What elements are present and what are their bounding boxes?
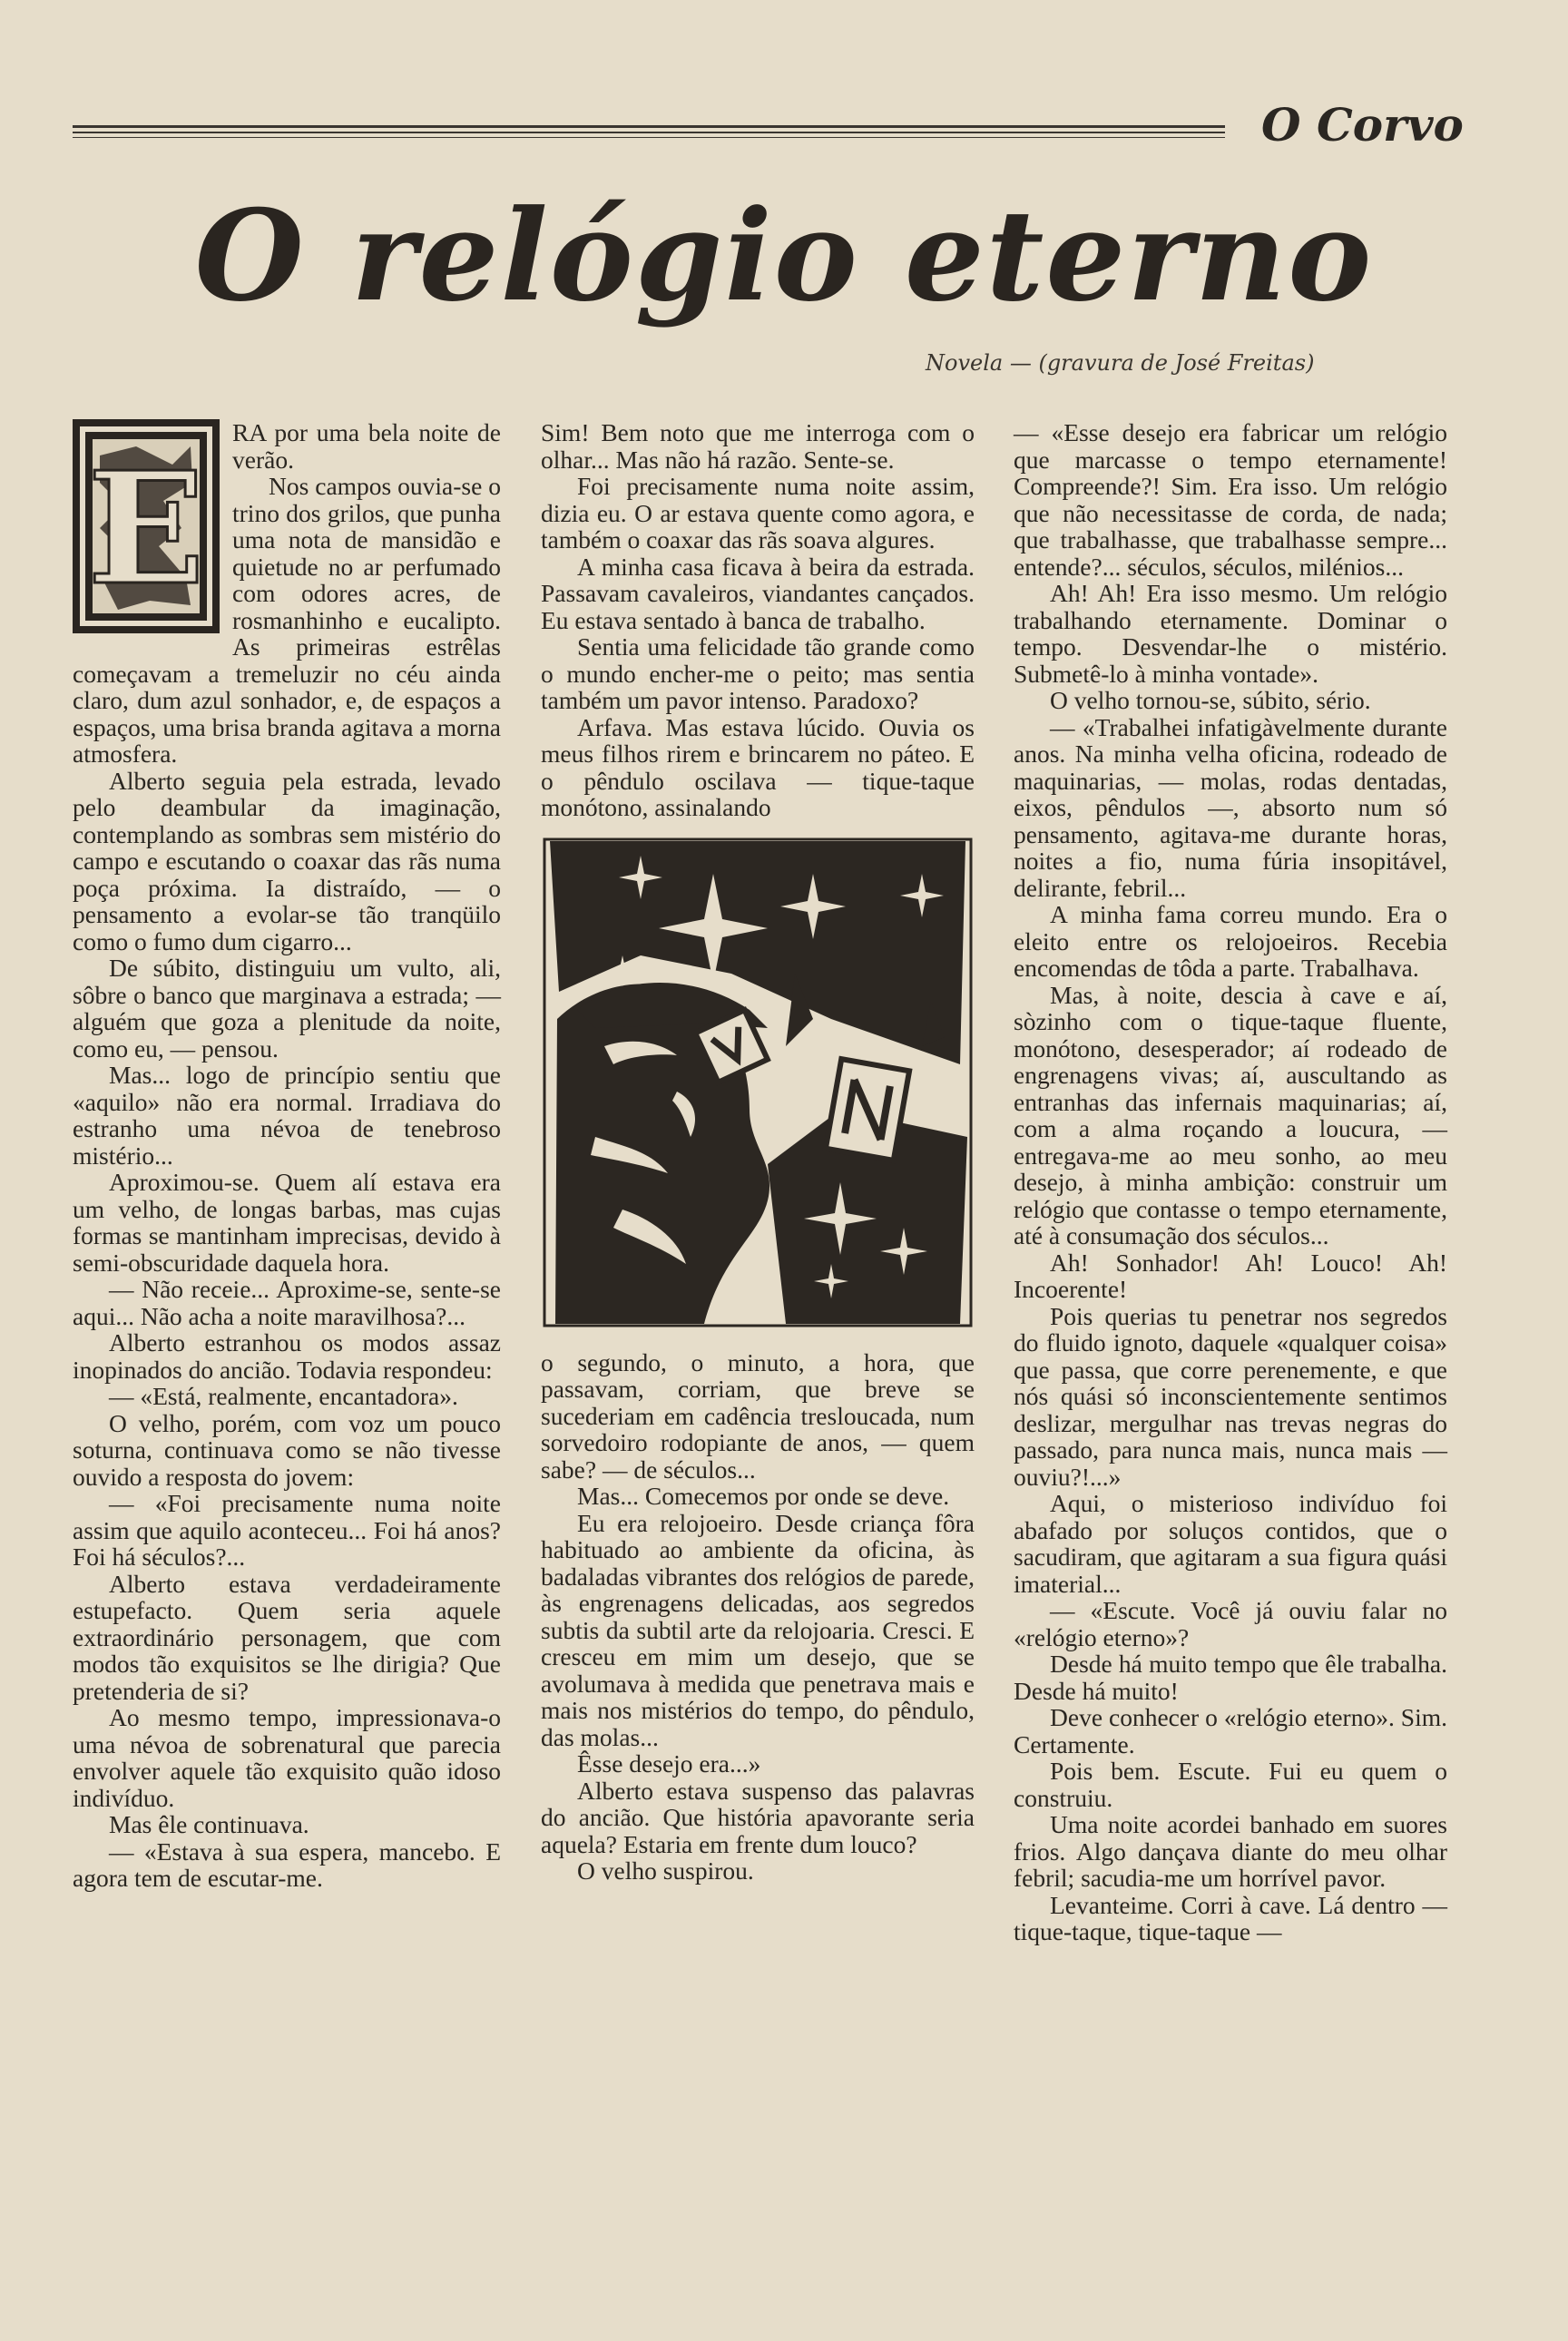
paragraph: O velho, porém, com voz um pouco soturna, continuava como se não tivesse ouvido a resposta do jovem: <box>73 1408 501 1491</box>
text-column-2 <box>541 419 975 1885</box>
paragraph: Aproximou-se. Quem alí estava era um velho, de longas barbas, mas cujas formas se mantinham imprecisas, devido à semi-obscuridade daquela hora. <box>73 1168 501 1277</box>
paragraph: A minha fama correu mundo. Era o eleito entre os relojoeiros. Recebia encomendas de tôda a parte. Trabalhava. <box>1014 900 1447 982</box>
paragraph: Ao mesmo tempo, impressionava-o uma névoa de sobrenatural que parecia envolver aquele tão exquisito quão idoso indivíduo. <box>73 1703 501 1812</box>
paragraph: Aqui, o misterioso indivíduo foi abafado por soluços contidos, que o sacudiram, que agitaram a sua figura quási imaterial... <box>1014 1489 1447 1598</box>
paragraph: Ah! Ah! Era isso mesmo. Um relógio trabalhando eternamente. Dominar o tempo. Desvendar-lhe o mistério. Submetê-lo à minha vontade». <box>1014 579 1447 688</box>
paragraph: Pois querias tu penetrar nos segredos do fluido ignoto, daquele «qualquer coisa» que passa, que corre perenemente, e que nós quási só inconscientemente sentimos deslizar, mergulhar nas trevas negras do passado, para nunca mais, nunca mais — ouviu?!...» <box>1014 1301 1447 1491</box>
paragraph: Foi precisamente numa noite assim, dizia eu. O ar estava quente como agora, e também o coaxar das rãs soava algures. <box>541 472 975 553</box>
paragraph: RA por uma bela noite de verão. <box>232 418 501 474</box>
paragraph: Mas... Comecemos por onde se deve. <box>577 1482 950 1510</box>
paragraph: De súbito, distinguiu um vulto, ali, sôbre o banco que marginava a estrada; — alguém que goza a plenitude da noite, como eu, — pensou. <box>73 954 501 1063</box>
paragraph: Sentia uma felicidade tão grande como o mundo encher-me o peito; mas sentia também um pavor intenso. Paradoxo? <box>541 632 975 714</box>
paragraph: Alberto seguia pela estrada, levado pelo deambular da imaginação, contemplando as sombras sem mistério do campo e escutando o coaxar das rãs numa poça próxima. Ia distraído, — o pensamento a evolar-se tão tranqüilo como o fumo dum cigarro... <box>73 766 501 955</box>
paragraph: Ah! Sonhador! Ah! Louco! Ah! Incoerente! <box>1014 1248 1447 1303</box>
paragraph: Eu era relojoeiro. Desde criança fôra habituado ao ambiente da oficina, às badaladas vibrantes dos relógios de parede, às engrenagens delicadas, aos segredos subtis da subtil arte da relojoaria. Cresci. E cresceu em mim um desejo, que se avolumava à medida que penetrava mais e mais nos mistérios do tempo, do pêndulo, das molas... <box>541 1508 975 1751</box>
paragraph: — «Escute. Você já ouviu falar no «relógio eterno»? <box>1014 1596 1447 1651</box>
paragraph: Alberto estava verdadeiramente estupefacto. Quem seria aquele extraordinário personagem, que com modos tão exquisitos se lhe dirigia? Que pretenderia de si? <box>73 1569 501 1705</box>
paragraph: Alberto estranhou os modos assaz inopinados do ancião. Todavia respondeu: <box>73 1328 501 1384</box>
dropcap-woodcut <box>73 419 220 633</box>
paragraph: — «Esse desejo era fabricar um relógio que marcasse o tempo eternamente! Compreende?! Sim. Era isso. Um relógio que não necessitasse de corda, de nada; que trabalhasse, que trabalhasse sempre... entende?... séculos, séculos, milénios... <box>1014 418 1447 581</box>
paragraph: Êsse desejo era...» <box>577 1749 761 1778</box>
paragraph: — «Foi precisamente numa noite assim que aquilo aconteceu... Foi há anos? Foi há séculos?... <box>73 1489 501 1571</box>
paragraph: A minha casa ficava à beira da estrada. Passavam cavaleiros, viandantes cançados. Eu estava sentado à banca de trabalho. <box>541 552 975 634</box>
text-column-3 <box>1014 419 1447 1945</box>
paragraph: o segundo, o minuto, a hora, que passavam, corriam, que breve se sucederiam em cadência tresloucada, num sorvedoiro rodopiante de anos, — quem sabe? — de séculos... <box>541 1347 975 1484</box>
header-rule <box>73 137 1225 138</box>
paragraph: Deve conhecer o «relógio eterno». Sim. Certamente. <box>1014 1703 1447 1758</box>
paragraph: — «Está, realmente, encantadora». <box>109 1382 458 1410</box>
paragraph: O velho suspirou. <box>577 1856 754 1885</box>
woodcut-illustration <box>541 837 975 1327</box>
paragraph: O velho tornou-se, súbito, sério. <box>1050 686 1371 714</box>
header-rule <box>73 125 1225 128</box>
text-column-1 <box>73 419 501 1892</box>
paragraph: Uma noite acordei banhado em suores frios. Algo dançava diante do meu olhar febril; sacudia-me um horrível pavor. <box>1014 1810 1447 1892</box>
paragraph: Arfava. Mas estava lúcido. Ouvia os meus filhos rirem e brincarem no páteo. E o pêndulo oscilava — tique-taque monótono, assinalando <box>541 712 975 821</box>
paragraph: Nos campos ouvia-se o trino dos grilos, que punha uma nota de mansidão e quietude no ar perfumado com odores acres, de rosmanhinho e eucalipto. As primeiras estrêlas começavam a tremeluzir no céu ainda claro, dum azul sonhador, e, de espaços a espaços, uma brisa branda agitava a morna atmosfera. <box>73 472 501 768</box>
paragraph: — Não receie... Aproxime-se, sente-se aqui... Não acha a noite maravilhosa?... <box>73 1275 501 1330</box>
article-subtitle: Novela — (gravura de José Freitas) <box>926 350 1315 376</box>
paragraph: Sim! Bem noto que me interroga com o olhar... Mas não há razão. Sente-se. <box>541 418 975 474</box>
article-title: O relógio eterno <box>194 181 1374 329</box>
dropcap-letter: E <box>87 438 205 620</box>
header-rule <box>73 132 1225 133</box>
paragraph: — «Estava à sua espera, mancebo. E agora tem de escutar-me. <box>73 1837 501 1892</box>
paragraph: Desde há muito tempo que êle trabalha. Desde há muito! <box>1014 1650 1447 1705</box>
paragraph: Mas... logo de princípio sentiu que «aquilo» não era normal. Irradiava do estranho uma névoa de tenebroso mistério... <box>73 1061 501 1170</box>
paragraph: Pois bem. Escute. Fui eu quem o construiu. <box>1014 1757 1447 1812</box>
paragraph: Alberto estava suspenso das palavras do ancião. Que história apavorante seria aquela? Estaria em frente dum louco? <box>541 1776 975 1858</box>
paragraph: — «Trabalhei infatigàvelmente durante anos. Na minha velha oficina, rodeado de maquinarias, — molas, rodas dentadas, eixos, pêndulos —, absorto num só pensamento, agitava-me durante horas, noites a fio, numa fúria insopitável, delirante, febril... <box>1014 712 1447 902</box>
paragraph: Levanteime. Corri à cave. Lá dentro — tique-taque, tique-taque — <box>1014 1890 1447 1945</box>
magazine-name: O Corvo <box>1261 98 1464 152</box>
paragraph: Mas, à noite, descia à cave e aí, sòzinho com o tique-taque fluente, monótono, desesperador; aí rodeado de engrenagens vivas; aí, auscultando as entranhas das infernais maquinarias; aí, com a alma roçando a loucura, — entregava-me ao meu sonho, ao meu desejo, à minha ambição: construir um relógio que contasse o tempo eternamente, até à consumação dos séculos... <box>1014 980 1447 1249</box>
paragraph: Mas êle continuava. <box>109 1810 309 1838</box>
